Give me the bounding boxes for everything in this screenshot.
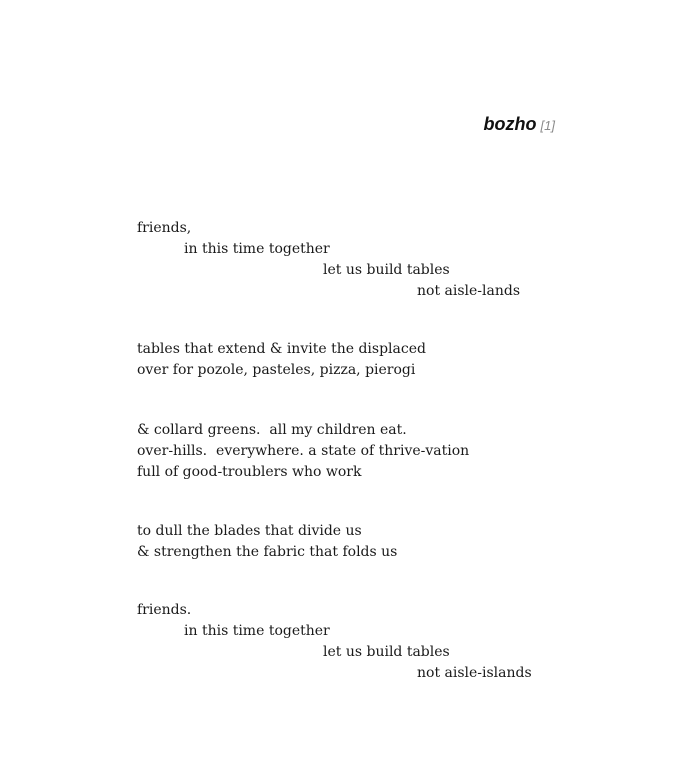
stanza-4-line-1: to dull the blades that divide us [137, 523, 362, 539]
stanza-2-line-1: tables that extend & invite the displaced [137, 341, 426, 357]
poem-title: bozho [483, 114, 537, 134]
stanza-1-line-4: not aisle-lands [417, 283, 521, 299]
footnote-marker[interactable]: [1] [540, 118, 555, 133]
poem-title-block [0, 114, 555, 135]
stanza-5-line-4: not aisle-islands [417, 665, 532, 681]
stanza-3-line-3: full of good-troublers who work [137, 464, 362, 480]
stanza-2-line-2: over for pozole, pasteles, pizza, pierogi [137, 362, 416, 378]
stanza-1-line-3: let us build tables [323, 262, 450, 278]
stanza-1-line-1: friends, [137, 220, 192, 236]
stanza-5-line-1: friends. [137, 602, 192, 618]
stanza-5-line-2: in this time together [184, 623, 330, 639]
stanza-5-line-3: let us build tables [323, 644, 450, 660]
stanza-3-line-2: over-hills. everywhere. a state of thrive-vation [137, 443, 470, 459]
stanza-3-line-1: & collard greens. all my children eat. [137, 422, 407, 438]
stanza-4-line-2: & strengthen the fabric that folds us [137, 544, 398, 560]
stanza-1-line-2: in this time together [184, 241, 330, 257]
